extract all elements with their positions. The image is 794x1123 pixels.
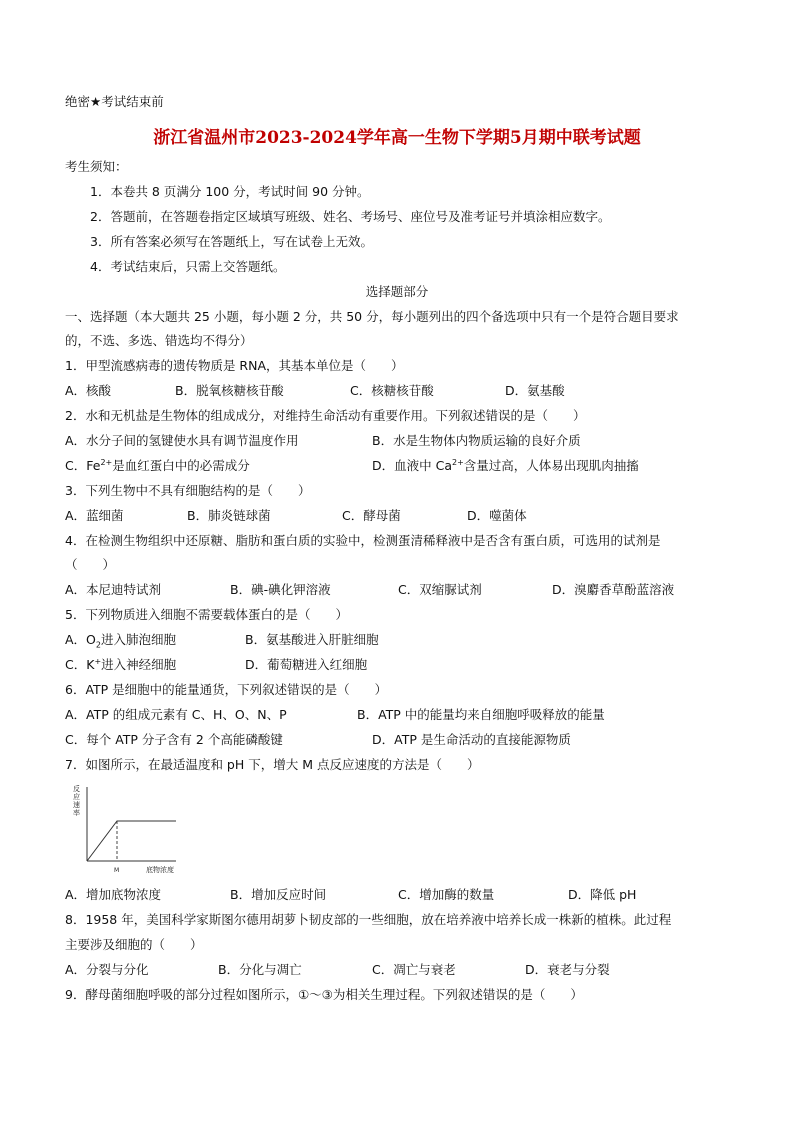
option: C．双缩脲试剂 [398,582,482,597]
option: D．氨基酸 [505,383,565,398]
rate-curve [87,821,176,861]
notice-item: 2．答题前，在答题卷指定区域填写班级、姓名、考场号、座位号及准考证号并填涂相应数字。 [90,209,611,224]
option: A．水分子间的氢键使水具有调节温度作用 [65,433,299,448]
option: B．脱氧核糖核苷酸 [175,383,284,398]
option-text: 进入肺泡细胞 [100,632,176,647]
confidential-label: 绝密★考试结束前 [65,94,164,109]
question-stem: 6．ATP 是细胞中的能量通货，下列叙述错误的是（ ） [65,682,388,697]
notice-item: 1．本卷共 8 页满分 100 分，考试时间 90 分钟。 [90,184,370,199]
option: D．噬菌体 [467,508,527,523]
section-instructions: 的，不选、多选、错选均不得分） [65,333,253,348]
notice-item: 3．所有答案必须写在答题纸上，写在试卷上无效。 [90,234,373,249]
option [65,632,176,648]
option: A．增加底物浓度 [65,887,162,902]
option: C．增加酶的数量 [398,887,495,902]
question-stem: 2．水和无机盐是生物体的组成成分，对维持生命活动有重要作用。下列叙述错误的是（ ） [65,408,586,423]
option: B．氨基酸进入肝脏细胞 [245,632,379,647]
superscript: + [94,656,102,666]
page-title: 浙江省温州市2023-2024学年高一生物下学期5月期中联考试题 [153,128,641,148]
option: D．降低 pH [568,887,637,902]
question-stem: 7．如图所示，在最适温度和 pH 下，增大 M 点反应速度的方法是（ ） [65,757,480,772]
option: B．分化与凋亡 [218,962,302,977]
option-text: 是血红蛋白中的必需成分 [112,458,250,473]
option-text: C．K [65,657,95,672]
option: B．碘-碘化钾溶液 [230,582,331,597]
section-instructions: 一、选择题（本大题共 25 小题，每小题 2 分，共 50 分，每小题列出的四个备选项中只有一个是符合题目要求 [65,309,679,324]
option: D．溴麝香草酚蓝溶液 [552,582,675,597]
option: C．酵母菌 [342,508,401,523]
question-stem: 4．在检测生物组织中还原糖、脂肪和蛋白质的实验中，检测蛋清稀释液中是否含有蛋白质，可选用的试剂是 [65,533,661,548]
option: A．ATP 的组成元素有 C、H、O、N、P [65,707,287,722]
m-point-label: M [114,867,120,874]
y-axis-label-char: 率 [73,809,80,817]
notice-item: 4．考试结束后，只需上交答题纸。 [90,259,286,274]
option: B．肺炎链球菌 [187,508,271,523]
x-axis-label: 底物浓度 [146,866,174,874]
y-axis-label-char: 应 [73,793,80,801]
superscript: 2+ [100,457,113,467]
y-axis-label-char: 反 [73,785,80,793]
subscript: 2 [95,640,101,650]
option: C．每个 ATP 分子含有 2 个高能磷酸键 [65,732,283,747]
question-stem: 1．甲型流感病毒的遗传物质是 RNA，其基本单位是（ ） [65,358,404,373]
option: A．本尼迪特试剂 [65,582,162,597]
option-text: 含量过高，人体易出现肌肉抽搐 [463,458,639,473]
option: D．葡萄糖进入红细胞 [245,657,368,672]
superscript: 2+ [452,457,464,467]
enzyme-rate-graph [70,783,180,875]
question-stem: 8．1958 年，美国科学家斯图尔德用胡萝卜韧皮部的一些细胞，放在培养液中培养长成一株新的植株。此过程 [65,912,672,927]
y-axis-label-char: 速 [73,801,80,809]
question-stem: 9．酵母菌细胞呼吸的部分过程如图所示，①～③为相关生理过程。下列叙述错误的是（ ） [65,987,583,1002]
option-text: A．O [65,632,96,647]
option: A．分裂与分化 [65,962,149,977]
question-stem: 3．下列生物中不具有细胞结构的是（ ） [65,483,311,498]
section-heading: 选择题部分 [365,284,429,299]
notice-heading: 考生须知： [65,159,128,174]
option [65,458,250,474]
option [372,458,639,474]
option: A．蓝细菌 [65,508,124,523]
option: D．ATP 是生命活动的直接能源物质 [372,732,571,747]
option-text: 进入神经细胞 [101,657,177,672]
option: D．衰老与分裂 [525,962,610,977]
option: C．核糖核苷酸 [350,383,434,398]
option: B．ATP 中的能量均来自细胞呼吸释放的能量 [357,707,605,722]
option-text: D．血液中 Ca [372,458,452,473]
option: C．凋亡与衰老 [372,962,456,977]
option: A．核酸 [65,383,112,398]
option: B．增加反应时间 [230,887,327,902]
option: B．水是生物体内物质运输的良好介质 [372,433,581,448]
question-stem: （ ） [65,557,116,572]
option-text: C．Fe [65,458,101,473]
question-stem: 主要涉及细胞的（ ） [65,937,203,952]
question-stem: 5．下列物质进入细胞不需要载体蛋白的是（ ） [65,607,348,622]
option [65,657,176,673]
